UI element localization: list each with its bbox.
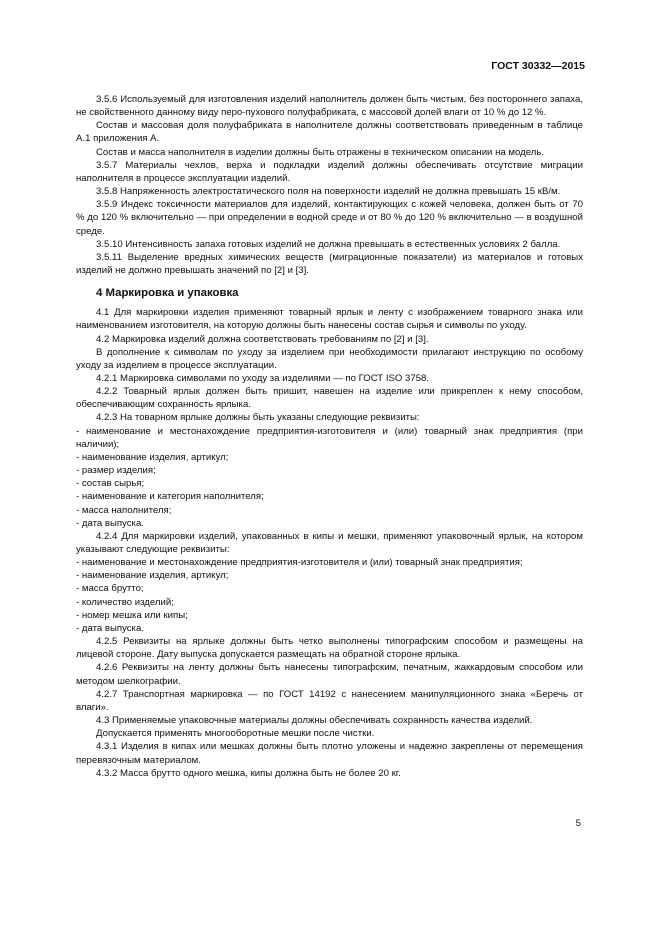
paragraph-4-2-1: 4.2.1 Маркировка символами по уходу за изделиями — по ГОСТ ISO 3758.	[96, 372, 430, 384]
paragraph-4-3: 4.3 Применяемые упаковочные материалы должны обеспечивать сохранность качества изделий.	[96, 715, 533, 727]
list-4-2-4	[76, 556, 583, 635]
paragraph-4-2-7: 4.2.7 Транспортная маркировка — по ГОСТ 14192 с нанесением манипуляционного знака «Беречь от влаги».	[76, 688, 583, 713]
list-item: - количество изделий;	[76, 596, 174, 608]
page-number: 5	[575, 818, 581, 829]
paragraph-3-5-6: 3.5.6 Используемый для изготовления изделий наполнитель должен быть чистым, без постороннего запаха, не свойственного данному виду перо-пухового полуфабриката, с массовой долей влаги от 10 % до 12 %.	[76, 94, 583, 119]
paragraph-4-3-addition: Допускается применять многооборотные мешки после чистки.	[96, 728, 375, 740]
list-item: - наименование и категория наполнителя;	[76, 491, 264, 503]
list-item: - масса наполнителя;	[76, 504, 172, 516]
list-item: - дата выпуска.	[76, 517, 144, 529]
paragraph-4-3-2: 4.3.2 Масса брутто одного мешка, кипы должна быть не более 20 кг.	[96, 767, 401, 779]
list-item: - наименование изделия, артикул;	[76, 451, 229, 463]
paragraph-3-5-10: 3.5.10 Интенсивность запаха готовых изделий не должна превышать в естественных условиях 2 балла.	[96, 238, 561, 250]
list-4-2-3	[76, 425, 583, 530]
list-item: - масса брутто;	[76, 583, 144, 595]
paragraph-4-2-2: 4.2.2 Товарный ярлык должен быть пришит, навешен на изделие или прикреплен к нему способом, обеспечивающим сохранность ярлыка.	[76, 386, 583, 411]
paragraph-4-2-6: 4.2.6 Реквизиты на ленту должны быть нанесены типографским, печатным, жаккардовым способом или методом шелкографии.	[76, 662, 583, 687]
list-item: - состав сырья;	[76, 478, 145, 490]
paragraph-3-5-8: 3.5.8 Напряженность электростатического поля на поверхности изделий не должна превышать 15 кВ/м.	[96, 186, 561, 198]
list-item: - наименование и местонахождение предприятия-изготовителя и (или) товарный знак предприятия;	[76, 557, 523, 569]
paragraph-4-2-5: 4.2.5 Реквизиты на ярлыке должны быть четко выполнены типографским способом и размещены на лицевой стороне. Дату выпуска допускается размещать на обратной стороне ярлыка.	[76, 636, 583, 661]
list-item: - наименование и местонахождение предприятия-изготовителя и (или) товарный знак предприятия (при наличии);	[76, 425, 583, 450]
paragraph-3-5-7: 3.5.7 Материалы чехлов, верха и подкладки изделий должны обеспечивать отсутствие миграции наполнителя в процессе эксплуатации изделий.	[76, 159, 583, 184]
section-spacer	[76, 277, 583, 286]
paragraph-4-2-4: 4.2.4 Для маркировки изделий, упакованных в кипы и мешки, применяют упаковочный ярлык, на котором указывают следующие реквизиты:	[76, 530, 583, 555]
document-header: ГОСТ 30332—2015	[491, 60, 585, 72]
paragraph-3-5-11: 3.5.11 Выделение вредных химических веществ (миграционные показатели) из материалов и готовых изделий не должно превышать значений по [2] и [3].	[76, 251, 583, 277]
paragraph-3-5-9: 3.5.9 Индекс токсичности материалов для изделий, контактирующих с кожей человека, должен быть от 70 % до 120 % включительно — при определении в водной среде и от 80 % до 120 % включительно — в воздушной среде.	[76, 199, 583, 237]
list-item: - размер изделия;	[76, 465, 156, 477]
paragraph-4-2-3: 4.2.3 На товарном ярлыке должны быть указаны следующие реквизиты:	[96, 412, 420, 424]
list-item: - наименование изделия, артикул;	[76, 570, 229, 582]
paragraph-4-1: 4.1 Для маркировки изделия применяют товарный ярлык и ленту с изображением товарного знака или наименованием изготовителя, на которую должны быть нанесены состав сырья и символы по уходу.	[76, 307, 583, 332]
paragraph-4-2: 4.2 Маркировка изделий должна соответствовать требованиям по [2] и [3].	[96, 333, 429, 345]
document-body	[76, 93, 583, 780]
list-item: - дата выпуска.	[76, 622, 144, 634]
paragraph-4-3-1: 4.3.1 Изделия в кипах или мешках должны быть плотно уложены и надежно закреплены от перемещения перевязочным материалом.	[76, 741, 583, 766]
paragraph-4-2-addition: В дополнение к символам по уходу за изделием при необходимости прилагают инструкцию по особому уходу за изделием в процессе эксплуатации.	[76, 346, 583, 371]
paragraph-3-5-6-description: Состав и масса наполнителя в изделии должны быть отражены в техническом описании на модель.	[96, 146, 544, 158]
list-item: - номер мешка или кипы;	[76, 609, 188, 621]
paragraph-3-5-6-composition: Состав и массовая доля полуфабриката в наполнителе должны соответствовать приведенным в таблице А.1 приложения А.	[76, 120, 583, 145]
section-4-heading: 4 Маркировка и упаковка	[96, 287, 239, 300]
